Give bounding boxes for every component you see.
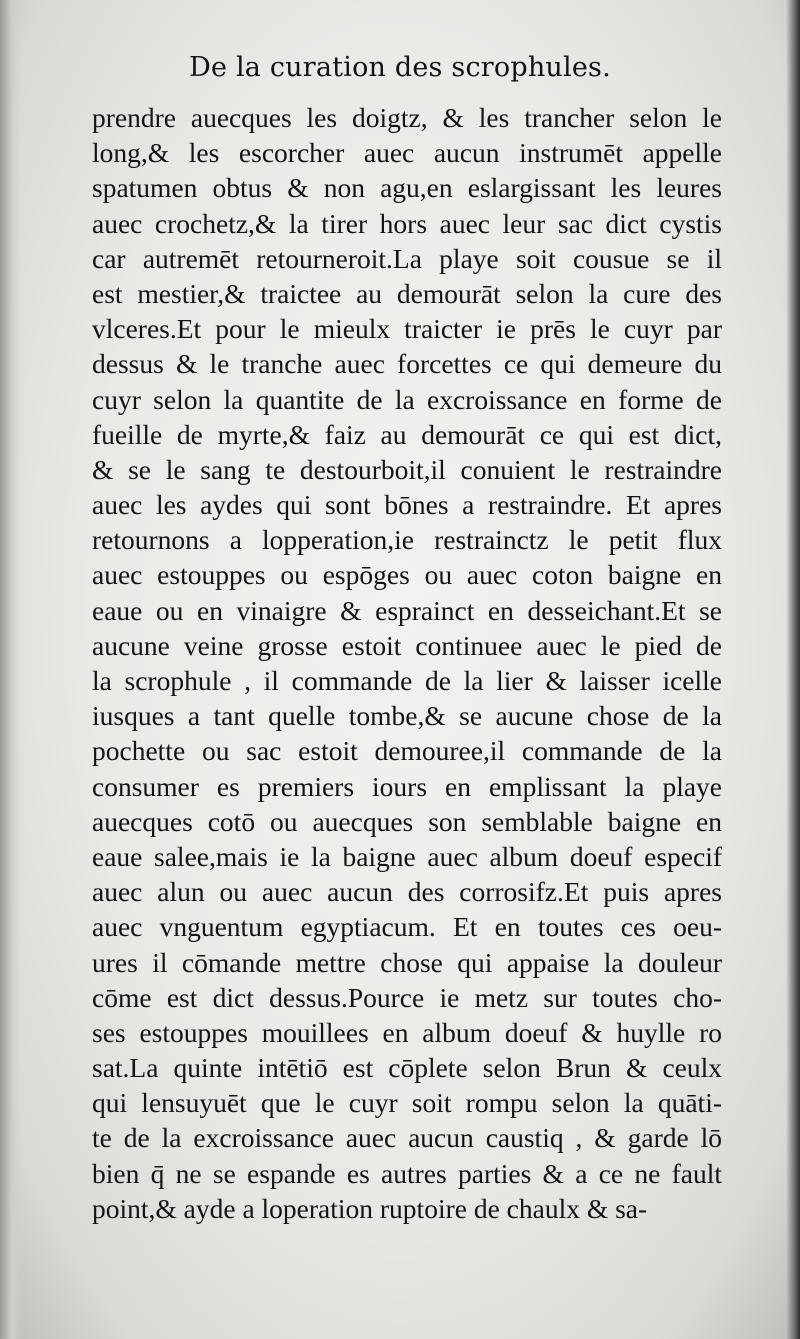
text-line: auec crochetz,& la tirer hors auec leur sac dict cystis [92, 207, 722, 239]
text-line: prendre auecques les doigtz, & les trancher selon le [92, 102, 722, 133]
text-line: car autremēt retourneroit.La playe soit cousue se il [92, 242, 722, 274]
text-line: cōme est dict dessus.Pource ie metz sur toutes cho- [92, 981, 722, 1013]
text-line: cuyr selon la quantite de la excroissance en forme de [92, 383, 722, 415]
text-line: consumer es premiers iours en emplissant la playe [92, 770, 722, 802]
text-line: auec vnguentum egyptiacum. Et en toutes ces oeu- [92, 911, 722, 943]
text-line: retournons a lopperation,ie restrainctz le petit flux [92, 524, 722, 556]
text-line: pochette ou sac estoit demouree,il commande de la [92, 735, 722, 767]
text-line: vlceres.Et pour le mieulx traicter ie prēs le cuyr par [92, 313, 722, 345]
text-line: aucune veine grosse estoit continuee auec le pied de [92, 629, 722, 661]
text-line: auec alun ou auec aucun des corrosifz.Et puis apres [92, 876, 722, 908]
text-line: auecques cotō ou auecques son semblable baigne en [92, 805, 722, 837]
text-line: eaue ou en vinaigre & esprainct en desseichant.Et se [92, 594, 722, 626]
text-line: eaue salee,mais ie la baigne auec album doeuf especif [92, 840, 722, 872]
text-line: spatumen obtus & non agu,en eslargissant les leures [92, 172, 722, 204]
text-line: ses estouppes mouillees en album doeuf & huylle ro [92, 1016, 722, 1048]
text-line: la scrophule , il commande de la lier & laisser icelle [92, 665, 722, 696]
page-gutter-shadow [0, 0, 22, 1339]
text-line: dessus & le tranche auec forcettes ce qui demeure du [92, 348, 722, 380]
body-text [92, 100, 722, 1226]
text-line: bien q̄ ne se espande es autres parties & a ce ne fault [92, 1157, 722, 1189]
text-line: fueille de myrte,& faiz au demourāt ce qui est dict, [92, 418, 722, 450]
text-line: point,& ayde a loperation ruptoire de chaulx & sa- [92, 1192, 648, 1224]
text-line: long,& les escorcher auec aucun instrumēt appelle [92, 137, 722, 169]
text-line: & se le sang te destourboit,il conuient le restraindre [92, 453, 722, 485]
text-line: te de la excroissance auec aucun caustiq , & garde lō [92, 1122, 722, 1154]
text-line: qui lensuyuēt que le cuyr soit rompu selon la quāti- [92, 1087, 722, 1119]
text-line: iusques a tant quelle tombe,& se aucune chose de la [92, 700, 722, 732]
running-head: De la curation des scrophules. [189, 52, 611, 83]
text-line: auec les aydes qui sont bōnes a restraindre. Et apres [92, 489, 722, 521]
text-line: auec estouppes ou espōges ou auec coton baigne en [92, 559, 722, 591]
text-line: sat.La quinte intētiō est cōplete selon Brun & ceulx [92, 1052, 722, 1084]
text-line: est mestier,& traictee au demourāt selon la cure des [92, 277, 722, 309]
page-edge-shadow [786, 0, 800, 1339]
text-line: ures il cōmande mettre chose qui appaise la douleur [92, 946, 722, 978]
